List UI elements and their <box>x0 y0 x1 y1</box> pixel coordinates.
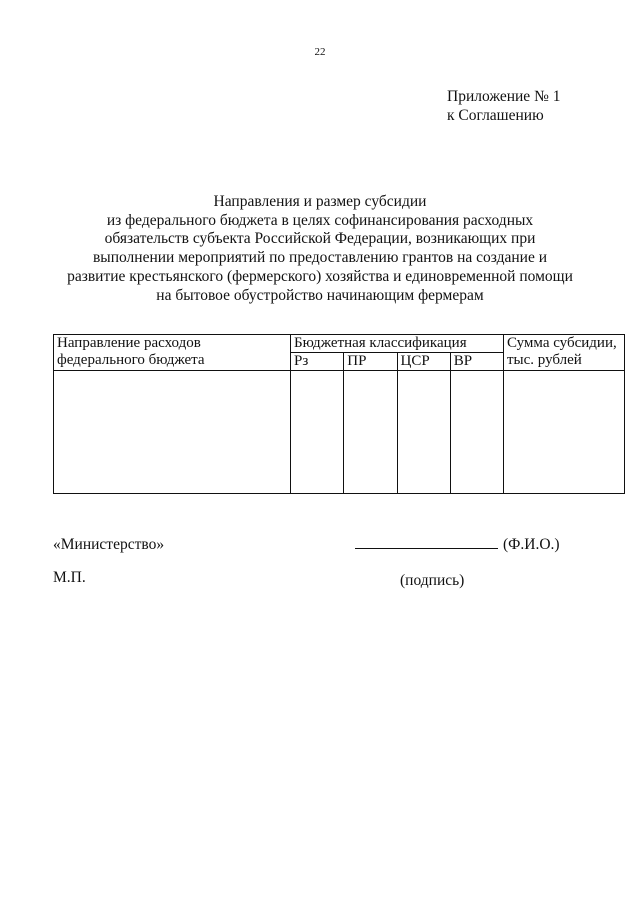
appendix-label <box>447 87 560 125</box>
cell-csr <box>397 371 450 494</box>
title-line: на бытовое обустройство начинающим фермерам <box>156 286 484 304</box>
header-expense-direction: Направление расходов федерального бюджета <box>54 335 291 371</box>
header-rz: Рз <box>291 353 344 371</box>
header-vr: ВР <box>450 353 503 371</box>
table-row <box>54 371 625 494</box>
header-budget-classification: Бюджетная классификация <box>291 335 504 353</box>
subsidy-table <box>53 334 625 494</box>
appendix-reference: к Соглашению <box>447 107 544 124</box>
header-pr: ПР <box>344 353 397 371</box>
document-title <box>60 193 580 305</box>
fio-label: (Ф.И.О.) <box>503 536 560 553</box>
cell-amount <box>504 371 625 494</box>
cell-vr <box>450 371 503 494</box>
cell-pr <box>344 371 397 494</box>
seal-label: М.П. <box>53 569 86 586</box>
title-line: развитие крестьянского (фермерского) хозяйства и единовременной помощи <box>67 267 573 285</box>
title-line: обязательств субъекта Российской Федерации, возникающих при <box>104 230 536 248</box>
signature-line <box>355 548 498 549</box>
cell-rz <box>291 371 344 494</box>
header-csr: ЦСР <box>397 353 450 371</box>
title-line: Направления и размер субсидии <box>213 193 427 210</box>
title-line: выполнении мероприятий по предоставлению грантов на создание и <box>92 249 548 267</box>
page-number: 22 <box>314 46 326 58</box>
header-subsidy-amount: Сумма субсидии, тыс. рублей <box>504 335 625 371</box>
title-line: из федерального бюджета в целях софинансирования расходных <box>106 211 534 229</box>
cell-direction <box>54 371 291 494</box>
ministry-label: «Министерство» <box>53 536 165 553</box>
table-header-row <box>54 335 625 353</box>
signature-label: (подпись) <box>400 572 465 589</box>
appendix-number: Приложение № 1 <box>447 88 561 105</box>
